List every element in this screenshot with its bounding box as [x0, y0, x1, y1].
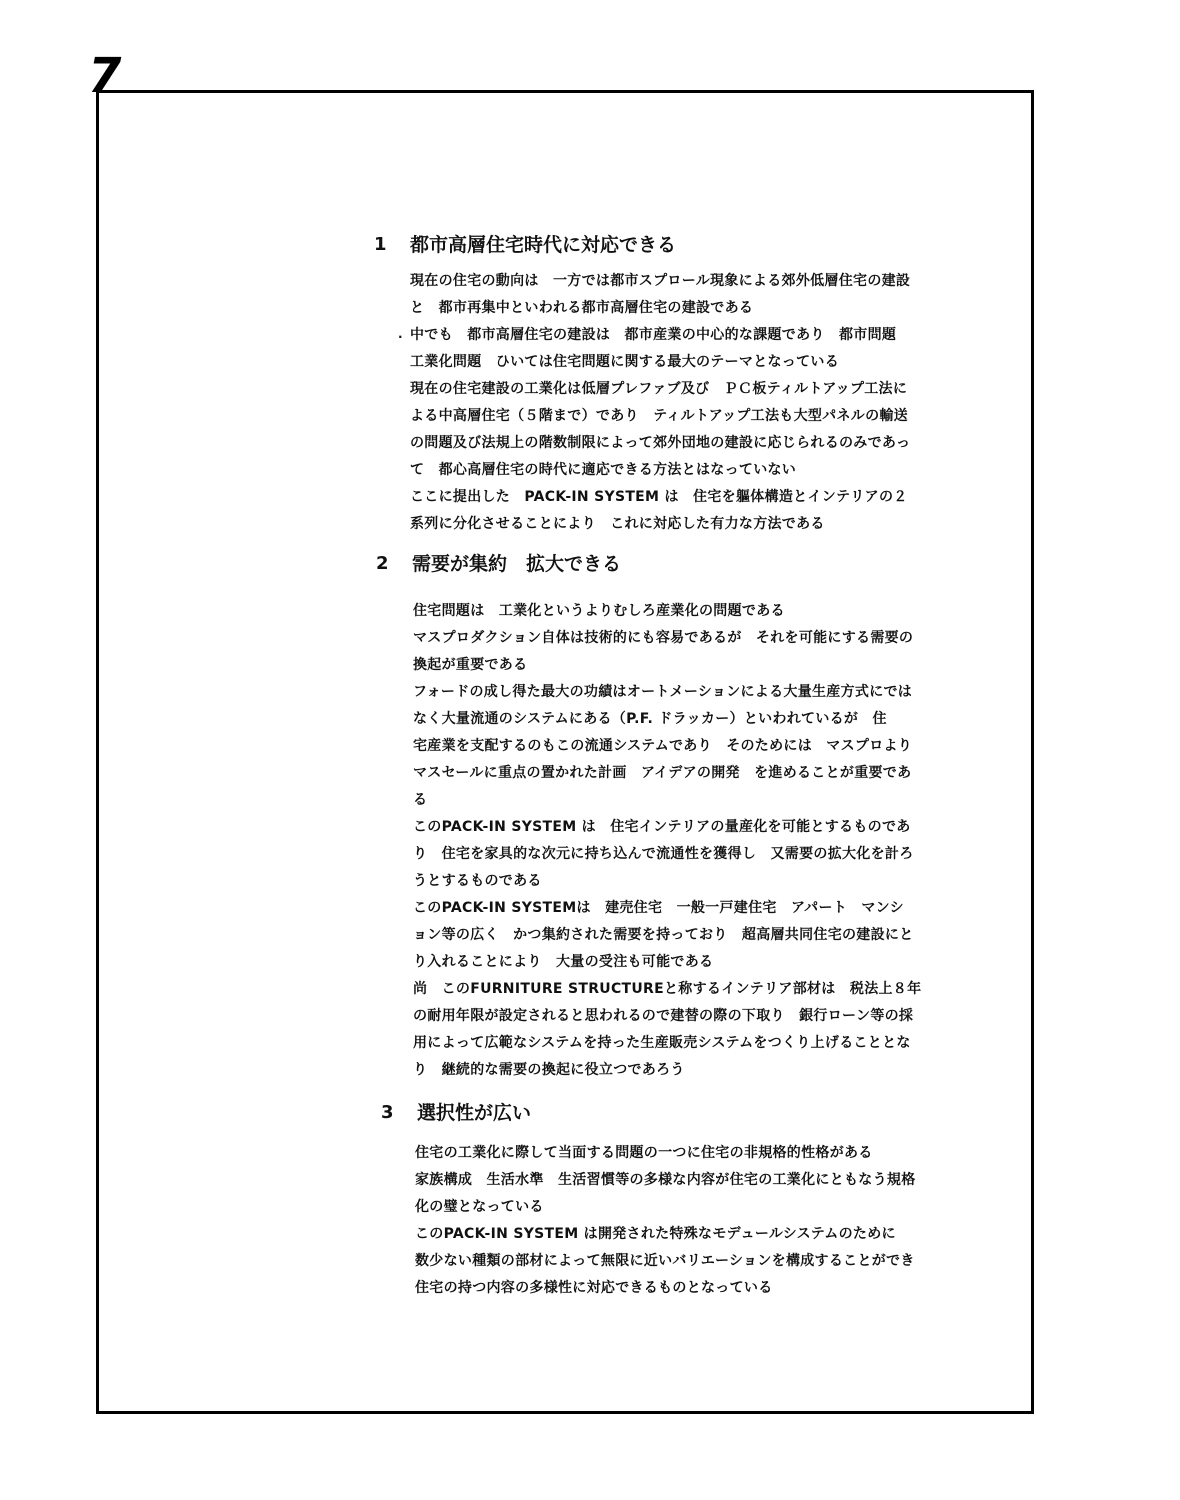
section-1-title: 都市高層住宅時代に対応できる — [410, 234, 677, 256]
body-line: よる中高層住宅（５階まで）であり ティルトアップ工法も大型パネルの輸送 — [410, 408, 908, 424]
body-line: フォードの成し得た最大の功績はオートメーションによる大量生産方式にでは — [413, 684, 913, 700]
section-1-body — [410, 268, 910, 538]
body-line: り 住宅を家具的な次元に持ち込んで流通性を獲得し 又需要の拡大化を計ろ — [413, 846, 914, 862]
section-2-number: 2 — [376, 553, 389, 574]
body-line: ョン等の広く かつ集約された需要を持っており 超高層共同住宅の建設にと — [413, 927, 914, 943]
body-line: る — [413, 792, 428, 808]
section-2-body — [413, 598, 921, 1084]
body-line: 中でも 都市高層住宅の建設は 都市産業の中心的な課題であり 都市問題 — [410, 327, 897, 343]
body-line: の耐用年限が設定されると思われるので建替の際の下取り 銀行ローン等の採 — [413, 1008, 914, 1024]
body-line: り入れることにより 大量の受注も可能である — [413, 954, 714, 970]
edge-mark: · — [398, 330, 403, 344]
body-line: このPACK-IN SYSTEMは 建売住宅 一般一戸建住宅 アパート マンシ — [413, 900, 904, 916]
body-line: 現在の住宅建設の工業化は低層プレファブ及び ＰＣ板ティルトアップ工法に — [410, 381, 908, 397]
body-line: て 都心高層住宅の時代に適応できる方法とはなっていない — [410, 462, 797, 478]
body-line: 用によって広範なシステムを持った生産販売システムをつくり上げることとな — [413, 1035, 911, 1051]
body-line: 工業化問題 ひいては住宅問題に関する最大のテーマとなっている — [410, 354, 839, 370]
page-number: 7 — [88, 48, 122, 104]
body-line: 住宅問題は 工業化というよりむしろ産業化の問題である — [413, 603, 785, 619]
body-line: 宅産業を支配するのもこの流通システムであり そのためには マスプロより — [413, 738, 913, 754]
body-line: と 都市再集中といわれる都市高層住宅の建設である — [410, 300, 754, 316]
body-line: 化の璧となっている — [415, 1199, 544, 1215]
body-line: なく大量流通のシステムにある（P.F. ドラッカー）といわれているが 住 — [413, 711, 887, 727]
section-3-number: 3 — [381, 1102, 394, 1123]
body-line: 尚 このFURNITURE STRUCTUREと称するインテリア部材は 税法上８年 — [413, 981, 922, 997]
section-1-number: 1 — [374, 234, 387, 255]
body-line: このPACK-IN SYSTEM は開発された特殊なモデュールシステムのために — [415, 1226, 896, 1242]
section-3-body — [415, 1140, 916, 1302]
section-2-title: 需要が集約 拡大できる — [412, 553, 622, 575]
body-line: マスプロダクション自体は技術的にも容易であるが それを可能にする需要の — [413, 630, 914, 646]
body-line: 住宅の工業化に際して当面する問題の一つに住宅の非規格的性格がある — [415, 1145, 873, 1161]
body-line: 換起が重要である — [413, 657, 528, 673]
body-line: 家族構成 生活水準 生活習慣等の多様な内容が住宅の工業化にともなう規格 — [415, 1172, 916, 1188]
section-3-title: 選択性が広い — [417, 1102, 532, 1124]
body-line: うとするものである — [413, 873, 542, 889]
body-line: り 継続的な需要の換起に役立つであろう — [413, 1062, 685, 1078]
body-line: 住宅の持つ内容の多様性に対応できるものとなっている — [415, 1280, 773, 1296]
body-line: このPACK-IN SYSTEM は 住宅インテリアの量産化を可能とするものであ — [413, 819, 911, 835]
body-line: の問題及び法規上の階数制限によって郊外団地の建設に応じられるのみであっ — [410, 435, 911, 451]
body-line: マスセールに重点の置かれた計画 アイデアの開発 を進めることが重要であ — [413, 765, 912, 781]
body-line: 系列に分化させることにより これに対応した有力な方法である — [410, 516, 825, 532]
body-line: 現在の住宅の動向は 一方では都市スプロール現象による郊外低層住宅の建設 — [410, 273, 911, 289]
body-line: ここに提出した PACK-IN SYSTEM は 住宅を軀体構造とインテリアの２ — [410, 489, 908, 505]
body-line: 数少ない種類の部材によって無限に近いバリエーションを構成することができ — [415, 1253, 915, 1269]
